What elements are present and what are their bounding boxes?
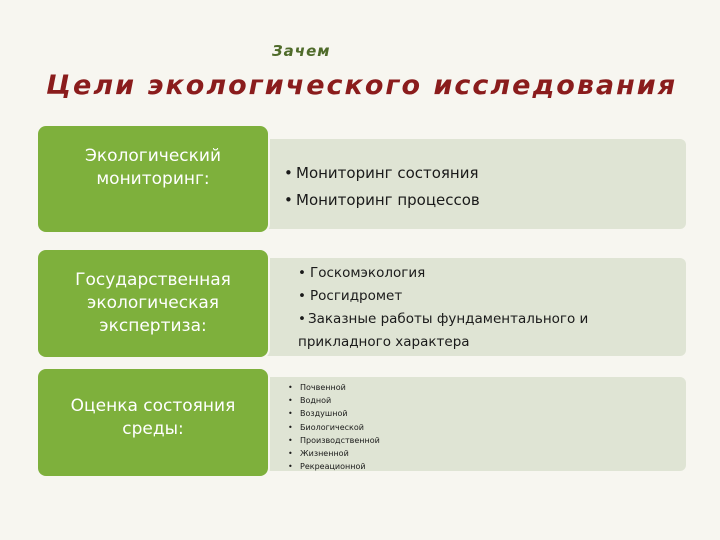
list-item: • Росгидромет	[298, 285, 653, 308]
row-3-list	[288, 381, 380, 473]
list-item: • Жизненной	[288, 447, 380, 460]
list-item: • Воздушной	[288, 407, 380, 420]
list-item: • Биологической	[288, 421, 380, 434]
list-item: • Водной	[288, 394, 380, 407]
row-2-label: Государственная экологическая экспертиза:	[75, 270, 231, 336]
row-3-label: Оценка состояния среды:	[70, 395, 236, 439]
row-1-list	[284, 160, 480, 214]
list-item: • Мониторинг процессов	[284, 187, 480, 214]
list-item: • Почвенной	[288, 381, 380, 394]
row-3-label-box	[38, 369, 268, 476]
list-item: • Рекреационной	[288, 460, 380, 473]
list-item: • Заказные работы фундаментального и прикладного характера	[298, 308, 653, 354]
row-1-label-box	[38, 126, 268, 232]
list-item: • Производственной	[288, 434, 380, 447]
page-title: Цели экологического исследования	[46, 70, 678, 101]
subtitle: Зачем	[272, 42, 331, 60]
row-2-label-box	[38, 250, 268, 357]
row-2-list	[298, 262, 653, 354]
row-1-label: Экологический мониторинг:	[85, 146, 221, 189]
list-item: • Госкомэкология	[298, 262, 653, 285]
list-item: • Мониторинг состояния	[284, 160, 480, 187]
